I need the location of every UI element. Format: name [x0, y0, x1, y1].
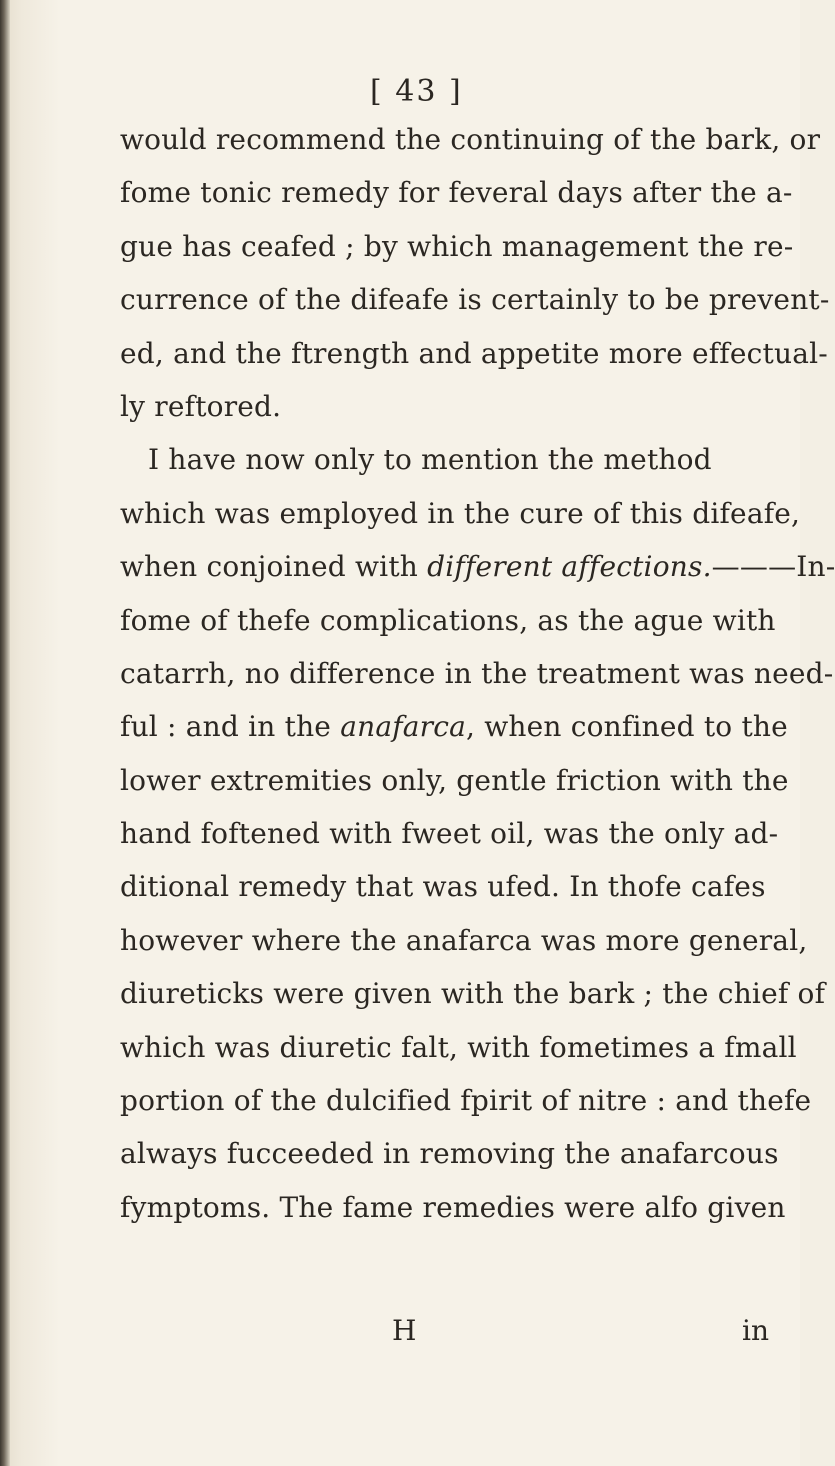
page-number: [ 43 ] [370, 74, 463, 109]
text-line: lower extremities only, gentle friction with the [120, 763, 789, 797]
text-line: currence of the difeafe is certainly to be prevent- [120, 283, 830, 317]
italic-phrase: different affections. [427, 550, 712, 584]
page-header [0, 72, 800, 112]
text-line: would recommend the continuing of the bark, or [120, 123, 821, 156]
text-line: diureticks were given with the bark ; the chief of [120, 977, 826, 1011]
text-line: fome of thefe complications, as the ague with [120, 603, 776, 637]
page-footer [0, 1306, 800, 1356]
text-line: catarrh, no difference in the treatment was need- [120, 656, 834, 690]
text-segment: when conjoined with [120, 550, 428, 584]
text-line [120, 540, 835, 593]
text-segment: ful : and in the [120, 710, 341, 744]
text-segment: , when confined to the [466, 710, 788, 744]
paragraph-start-line: I have now only to mention the method [148, 443, 712, 477]
italic-phrase: anafarca [340, 710, 467, 744]
text-line: hand foftened with fweet oil, was the only ad- [120, 817, 779, 851]
text-line: however where the anafarca was more general, [120, 923, 808, 957]
text-line: ly reftored. [120, 389, 282, 423]
text-line: gue has ceafed ; by which management the re- [120, 229, 794, 263]
text-line: fome tonic remedy for feveral days after the a- [120, 176, 793, 210]
text-line: ed, and the ftrength and appetite more effectual- [120, 336, 828, 370]
page-gutter [0, 0, 10, 1466]
catchword: in [742, 1314, 769, 1347]
text-line: which was employed in the cure of this difeafe, [120, 496, 801, 530]
signature-mark: H [392, 1314, 417, 1347]
text-line: ditional remedy that was ufed. In thofe cafes [120, 870, 766, 904]
text-segment: ———In- [711, 550, 835, 584]
text-line: fymptoms. The fame remedies were alfo given [120, 1190, 786, 1224]
body-text [120, 113, 835, 1234]
text-line [120, 700, 788, 753]
text-line: always fucceeded in removing the anafarcous [120, 1137, 779, 1171]
text-line: which was diuretic falt, with fometimes a fmall [120, 1030, 797, 1064]
text-line: portion of the dulcified fpirit of nitre : and thefe [120, 1084, 812, 1118]
